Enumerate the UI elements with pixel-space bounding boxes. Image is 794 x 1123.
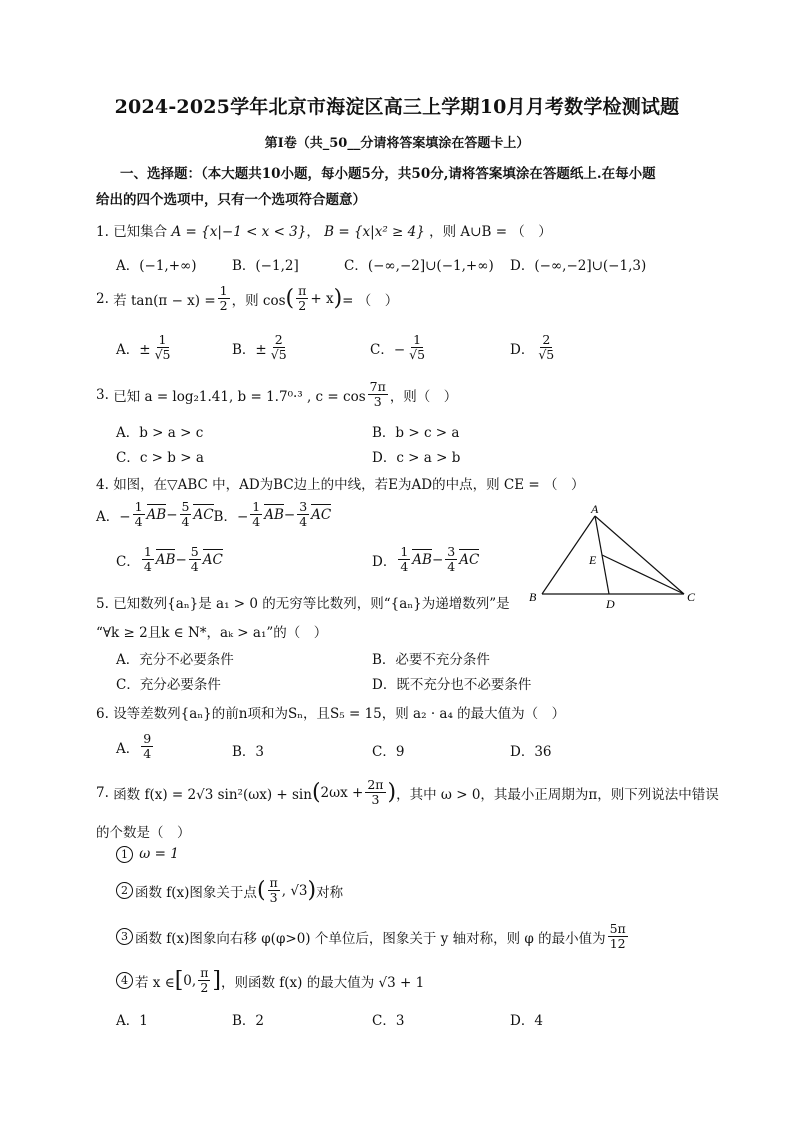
question-6 bbox=[96, 702, 565, 722]
option-b: B．(−1,2] bbox=[232, 258, 299, 274]
option-d: D．36 bbox=[510, 744, 552, 760]
question-text: 函数 f(x) = 2√3 sin²(ωx) + sin bbox=[113, 786, 312, 803]
question-text: = （ ） bbox=[342, 292, 399, 309]
option-b: B．b > c > a bbox=[372, 425, 460, 441]
option-c: C．充分必要条件 bbox=[116, 677, 221, 693]
label-a: A bbox=[591, 502, 599, 516]
question-text: ，则（ ） bbox=[389, 388, 458, 405]
question-7-line2: 的个数是（ ） bbox=[96, 825, 191, 841]
fraction: $\frac{7\pi}{3}$ bbox=[369, 379, 386, 410]
section-heading-line1: 一、选择题：（本大题共10小题，每小题5分，共50分,请将答案填涂在答题纸上.在每小题 bbox=[120, 166, 656, 182]
circle-4-icon: 4 bbox=[116, 972, 133, 989]
statement-1: 1 ω = 1 bbox=[116, 846, 179, 863]
option-a-b: A．− $\frac{1}{4}$ AB − $\frac{5}{4}$ AC B．− $\frac{1}{4}$ AB − $\frac{3}{4}$ AC bbox=[96, 499, 332, 530]
question-text: ， bbox=[306, 224, 320, 240]
option-b: B．± $\frac{2}{√5}$ bbox=[232, 332, 287, 363]
option-b-label: B．− bbox=[213, 508, 249, 525]
statement-2: 2 函数 f(x)图象关于点 ( $\frac{\pi}{3}$ , √3 ) 对称 bbox=[116, 876, 343, 906]
question-4 bbox=[96, 473, 584, 493]
question-text: 如图，在▽ABC 中，AD为BC边上的中线，若E为AD的中点，则 CE = （ ） bbox=[113, 477, 585, 493]
option-c: C．− $\frac{1}{√5}$ bbox=[370, 332, 426, 363]
option-d: D． $\frac{1}{4}$ AB − $\frac{3}{4}$ AC bbox=[372, 544, 480, 575]
label-b: B bbox=[529, 590, 537, 604]
fraction: $\frac{2\pi}{3}$ bbox=[367, 777, 384, 808]
page-title: 2024-2025学年北京市海淀区高三上学期10月月考数学检测试题 bbox=[114, 96, 680, 118]
question-text: 设等差数列{aₙ}的前n项和为Sₙ，且S₅ = 15，则 a₂ · a₄ 的最大值为（ ） bbox=[113, 706, 566, 722]
question-number: 2. bbox=[96, 290, 109, 307]
option-c: C．(−∞,−2]∪(−1,+∞) bbox=[344, 258, 494, 274]
question-3 bbox=[96, 380, 457, 410]
question-text: ，其中 ω > 0，其最小正周期为π，则下列说法中错误 bbox=[396, 786, 719, 803]
option-d: D．4 bbox=[510, 1013, 543, 1029]
volume-header: 第Ⅰ卷（共_50__分请将答案填涂在答题卡上） bbox=[264, 136, 530, 151]
option-b: B．必要不充分条件 bbox=[372, 652, 490, 668]
question-text: 若 tan(π − x) = bbox=[113, 292, 216, 309]
question-text: 已知数列{aₙ}是 a₁ > 0 的无穷等比数列，则“{aₙ}为递增数列”是 bbox=[113, 596, 510, 612]
fraction: $\frac{1}{2}$ bbox=[219, 283, 228, 314]
question-text: ，则 cos bbox=[231, 292, 286, 309]
question-1 bbox=[96, 220, 552, 240]
question-number: 4. bbox=[96, 477, 109, 493]
option-c: C．c > b > a bbox=[116, 450, 204, 466]
option-a: A．充分不必要条件 bbox=[116, 652, 234, 668]
option-d: D．(−∞,−2]∪(−1,3) bbox=[510, 258, 647, 274]
circle-1-icon: 1 bbox=[116, 846, 133, 863]
question-text: 2ωx + bbox=[320, 784, 364, 801]
option-a-label: A．− bbox=[96, 508, 131, 525]
question-text: 已知 a = log₂1.41, b = 1.7⁰·³ , c = cos bbox=[113, 388, 366, 405]
label-d: D bbox=[606, 597, 615, 611]
option-d: D．既不充分也不必要条件 bbox=[372, 677, 532, 693]
question-text: ，则 A∪B = （ ） bbox=[429, 224, 552, 240]
set-b: B = {x|x² ≥ 4} bbox=[324, 224, 425, 240]
option-a: A．(−1,+∞) bbox=[116, 258, 197, 274]
statement-4: 4 若 x ∈ [ 0, $\frac{\pi}{2}$ ] ，则函数 f(x) 的最大值为 √3 + 1 bbox=[116, 966, 424, 996]
circle-2-icon: 2 bbox=[116, 882, 133, 899]
option-a: A．b > a > c bbox=[116, 425, 204, 441]
triangle-figure bbox=[524, 502, 704, 612]
question-number: 1. bbox=[96, 224, 109, 240]
option-a: A．± $\frac{1}{√5}$ bbox=[116, 332, 171, 363]
statement-3: 3 函数 f(x)图象向右移 φ(φ>0) 个单位后，图象关于 y 轴对称，则 φ 的最小值为 $\frac{5\pi}{12}$ bbox=[116, 922, 630, 952]
question-number: 5. bbox=[96, 596, 109, 612]
option-b: B．3 bbox=[232, 744, 265, 760]
option-c: C． $\frac{1}{4}$ AB − $\frac{5}{4}$ AC bbox=[116, 544, 223, 575]
fraction: $\frac{\pi}{2}$ bbox=[298, 283, 307, 314]
question-5 bbox=[96, 592, 510, 612]
question-number: 3. bbox=[96, 386, 109, 403]
option-c: C．9 bbox=[372, 744, 405, 760]
option-a: A． $\frac{9}{4}$ bbox=[116, 731, 152, 762]
option-d: D．c > a > b bbox=[372, 450, 461, 466]
question-7: 7. 函数 f(x) = 2√3 sin²(ωx) + sin ( 2ωx + $\frac{2\pi}{3}$ ) ，其中 ω > 0，其最小正周期为π，则下列说法中错误 bbox=[96, 777, 719, 808]
question-2: 2. 若 tan(π − x) = $\frac{1}{2}$ ，则 cos ( $\frac{\pi}{2}$ + x ) = （ ） bbox=[96, 283, 399, 314]
label-e: E bbox=[589, 553, 597, 567]
option-d: D． $\frac{2}{√5}$ bbox=[510, 332, 555, 363]
set-a: A = {x|−1 < x < 3} bbox=[171, 224, 307, 240]
question-number: 7. bbox=[96, 784, 109, 801]
question-text: 已知集合 bbox=[113, 224, 168, 240]
option-b: B．2 bbox=[232, 1013, 265, 1029]
section-heading-line2: 给出的四个选项中，只有一个选项符合题意） bbox=[96, 192, 366, 208]
option-c: C．3 bbox=[372, 1013, 405, 1029]
question-text: + x bbox=[310, 290, 334, 307]
question-5-line2: “∀k ≥ 2且k ∈ N*，aₖ > a₁”的（ ） bbox=[96, 625, 328, 641]
circle-3-icon: 3 bbox=[116, 928, 133, 945]
label-c: C bbox=[687, 590, 696, 604]
question-number: 6. bbox=[96, 706, 109, 722]
option-a: A．1 bbox=[116, 1013, 148, 1029]
